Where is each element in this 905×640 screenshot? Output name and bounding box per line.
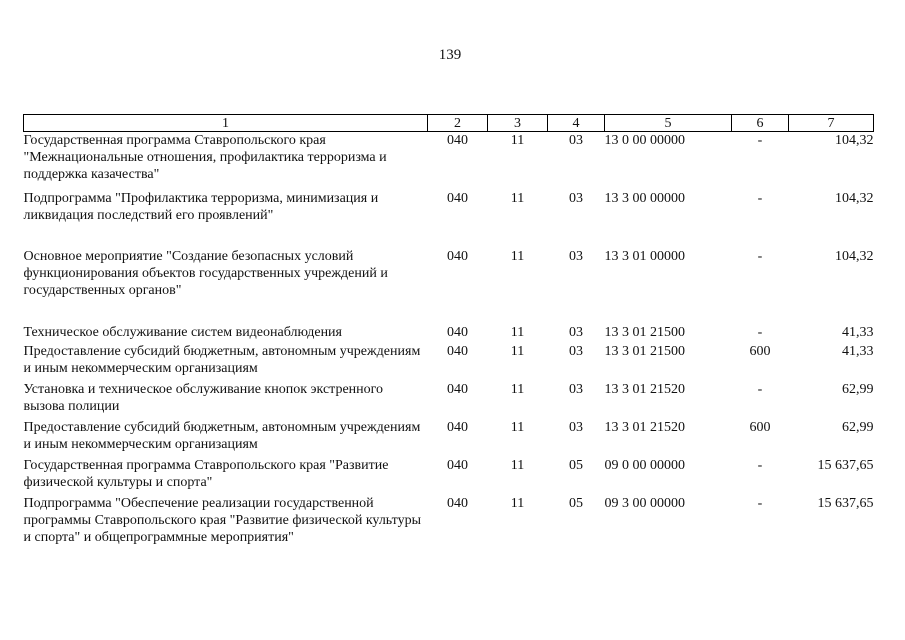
page-number: 139 bbox=[438, 47, 462, 63]
row-amount: 104,32 bbox=[835, 133, 874, 148]
row-amount: 62,99 bbox=[842, 419, 874, 435]
row-section: 11 bbox=[510, 190, 525, 206]
row-subsection: 03 bbox=[569, 133, 583, 148]
row-ministry: 040 bbox=[447, 419, 468, 435]
row-amount: 15 637,65 bbox=[817, 457, 874, 473]
row-name: Техническое обслуживание систем видеонаблюдения bbox=[23, 324, 342, 340]
row-amount: 41,33 bbox=[842, 324, 874, 340]
row-subsection: 03 bbox=[569, 419, 583, 435]
row-section: 11 bbox=[510, 457, 525, 473]
row-ministry: 040 bbox=[447, 190, 468, 206]
row-expense-type: 600 bbox=[749, 419, 771, 435]
row-subsection: 03 bbox=[569, 248, 583, 264]
row-target: 13 3 01 21520 bbox=[604, 419, 685, 435]
row-target: 13 3 01 21500 bbox=[604, 324, 685, 340]
row-name: Основное мероприятие "Создание безопасных условий функционирования объектов государственных учреждений и государственных органов" bbox=[23, 248, 388, 298]
row-ministry: 040 bbox=[447, 324, 468, 340]
row-section: 11 bbox=[510, 419, 525, 435]
row-section: 11 bbox=[510, 133, 525, 148]
table-row bbox=[24, 419, 874, 457]
table-row bbox=[24, 132, 874, 190]
row-ministry: 040 bbox=[447, 381, 468, 397]
row-ministry: 040 bbox=[447, 133, 468, 148]
row-name: Предоставление субсидий бюджетным, автономным учреждениям и иным некоммерческим организациям bbox=[23, 419, 421, 452]
row-subsection: 03 bbox=[569, 381, 583, 397]
row-expense-type: - bbox=[757, 495, 763, 511]
row-name: Установка и техническое обслуживание кнопок экстренного вызова полиции bbox=[23, 381, 384, 414]
row-target: 13 3 00 00000 bbox=[604, 190, 685, 206]
row-amount: 104,32 bbox=[835, 248, 874, 264]
table-row bbox=[24, 495, 874, 553]
row-name: Подпрограмма "Обеспечение реализации государственной программы Ставропольского края "Развитие физической культуры и спорта" и общепрограммные мероприятия" bbox=[23, 495, 421, 545]
row-expense-type: - bbox=[757, 457, 763, 473]
row-expense-type: - bbox=[757, 190, 763, 206]
row-expense-type: - bbox=[757, 324, 763, 340]
row-section: 11 bbox=[510, 495, 525, 511]
row-section: 11 bbox=[510, 381, 525, 397]
header-ministry: 2 bbox=[428, 115, 488, 132]
header-expense-type: 6 bbox=[732, 115, 789, 132]
table-row bbox=[24, 190, 874, 248]
row-amount: 15 637,65 bbox=[817, 495, 874, 511]
row-expense-type: 600 bbox=[749, 343, 771, 359]
row-expense-type: - bbox=[757, 133, 763, 148]
budget-table bbox=[23, 114, 874, 553]
table-row bbox=[24, 324, 874, 343]
row-ministry: 040 bbox=[447, 248, 468, 264]
row-target: 13 0 00 00000 bbox=[604, 133, 685, 148]
row-target: 09 3 00 00000 bbox=[604, 495, 685, 511]
header-amount: 7 bbox=[789, 115, 874, 132]
row-subsection: 03 bbox=[569, 343, 583, 359]
header-section: 3 bbox=[488, 115, 548, 132]
row-amount: 41,33 bbox=[842, 343, 874, 359]
row-target: 13 3 01 00000 bbox=[604, 248, 685, 264]
row-subsection: 03 bbox=[569, 190, 583, 206]
row-subsection: 03 bbox=[569, 324, 583, 340]
row-expense-type: - bbox=[757, 248, 763, 264]
row-amount: 104,32 bbox=[835, 190, 874, 206]
row-amount: 62,99 bbox=[842, 381, 874, 397]
table-row bbox=[24, 457, 874, 495]
row-expense-type: - bbox=[757, 381, 763, 397]
row-section: 11 bbox=[510, 324, 525, 340]
row-name: Государственная программа Ставропольского края "Развитие физической культуры и спорта" bbox=[23, 457, 389, 490]
row-target: 09 0 00 00000 bbox=[604, 457, 685, 473]
row-subsection: 05 bbox=[569, 495, 583, 511]
row-ministry: 040 bbox=[447, 495, 468, 511]
row-name: Предоставление субсидий бюджетным, автономным учреждениям и иным некоммерческим организациям bbox=[23, 343, 421, 376]
row-name: Подпрограмма "Профилактика терроризма, минимизация и ликвидация последствий его проявлений" bbox=[23, 190, 379, 223]
table-row bbox=[24, 343, 874, 381]
row-section: 11 bbox=[510, 248, 525, 264]
header-target: 5 bbox=[605, 115, 732, 132]
header-row bbox=[24, 115, 874, 132]
row-section: 11 bbox=[510, 343, 525, 359]
row-subsection: 05 bbox=[569, 457, 583, 473]
row-ministry: 040 bbox=[447, 343, 468, 359]
row-target: 13 3 01 21520 bbox=[604, 381, 685, 397]
table-row bbox=[24, 381, 874, 419]
row-target: 13 3 01 21500 bbox=[604, 343, 685, 359]
table-row bbox=[24, 248, 874, 324]
row-ministry: 040 bbox=[447, 457, 468, 473]
header-subsection: 4 bbox=[548, 115, 605, 132]
row-name: Государственная программа Ставропольского края "Межнациональные отношения, профилактика терроризма и поддержка казачества" bbox=[23, 133, 387, 182]
header-name: 1 bbox=[24, 115, 428, 132]
